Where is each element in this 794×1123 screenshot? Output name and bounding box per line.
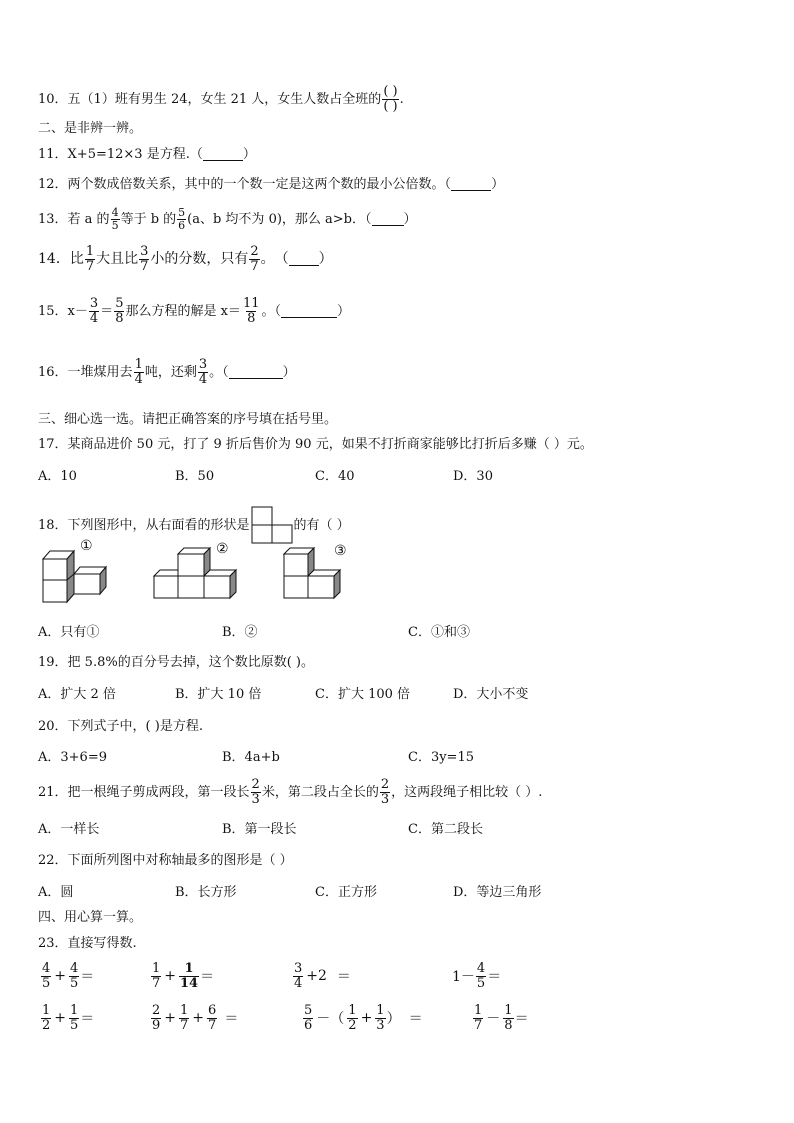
fraction: $\frac{11}{8}$ [242, 296, 260, 326]
option-d[interactable]: D．30 [453, 469, 493, 484]
option-b[interactable]: B．4a+b [222, 750, 280, 765]
option-a[interactable]: A．圆 [38, 885, 74, 900]
question-18: 18．下列图形中，从右面看的形状是 的有（ ） [38, 506, 350, 544]
fraction: $\frac{3}{7}$ [140, 244, 149, 274]
question-21: 21．把一根绳子剪成两段，第一段长 $\frac{2}{3}$ 米，第二段占全长的 $\frac{2}{3}$ ，这两段绳子相比较（ ）. [38, 777, 543, 807]
answer-blank[interactable] [372, 213, 404, 226]
side-view-figure [251, 506, 293, 544]
calc-item: $\frac{1}{2}$ + $\frac{1}{5}$ ＝ [42, 1003, 95, 1033]
question-20: 20．下列式子中，( )是方程. [38, 719, 203, 734]
fraction: $\frac{4}{5}$ [111, 206, 119, 232]
option-b[interactable]: B．② [222, 625, 258, 640]
option-a[interactable]: A．一样长 [38, 822, 100, 837]
question-17: 17．某商品进价 50 元，打了 9 折后售价为 90 元，如果不打折商家能够比打折后多赚（ ）元。 [38, 437, 593, 452]
answer-blank[interactable] [451, 178, 491, 191]
answer-blank[interactable] [229, 366, 283, 379]
fraction: $\frac{2}{7}$ [250, 244, 259, 274]
option-a[interactable]: A．3+6=9 [38, 750, 107, 765]
calc-item: $\frac{3}{4}$ +2 ＝ [294, 961, 351, 991]
fraction: $\frac{1}{7}$ [85, 244, 95, 274]
section-3-heading: 三、细心选一选。请把正确答案的序号填在括号里。 [38, 412, 338, 427]
question-13: 13． 若 a 的 $\frac{4}{5}$ 等于 b 的 $\frac{5}{6}$ (a、b 均不为 0)，那么 a>b．（ ） [38, 206, 417, 232]
fraction: $\frac{1}{4}$ [134, 357, 143, 387]
option-d[interactable]: D．等边三角形 [453, 885, 542, 900]
question-14: 14． 比 $\frac{1}{7}$ 大且比 $\frac{3}{7}$ 小的分数，只有 $\frac{2}{7}$ 。 （ ） [38, 244, 333, 274]
question-22: 22．下面所列图中对称轴最多的图形是（ ） [38, 853, 293, 868]
option-b[interactable]: B．50 [175, 469, 215, 484]
option-a[interactable]: A．10 [38, 469, 77, 484]
calc-item: $\frac{5}{6}$ －（ $\frac{1}{2}$ + $\frac{1}{3}$ ） ＝ [304, 1003, 423, 1033]
answer-blank[interactable] [203, 148, 243, 161]
answer-blank[interactable] [281, 305, 337, 318]
answer-blank[interactable] [289, 253, 319, 266]
fraction: $\frac{3}{4}$ [89, 296, 99, 326]
option-c[interactable]: C．40 [315, 469, 355, 484]
option-a[interactable]: A．扩大 2 倍 [38, 687, 116, 702]
option-b[interactable]: B．长方形 [175, 885, 237, 900]
calc-item: $\frac{1}{7}$ － $\frac{1}{8}$ ＝ [474, 1003, 529, 1033]
question-12: 12． 两个数成倍数关系，其中的一个数一定是这两个数的最小公倍数。（ ） [38, 177, 505, 192]
question-23: 23．直接写得数. [38, 936, 137, 951]
calc-item: $\frac{4}{5}$ + $\frac{4}{5}$ ＝ [42, 961, 95, 991]
option-c[interactable]: C．扩大 100 倍 [315, 687, 411, 702]
option-d[interactable]: D．大小不变 [453, 687, 529, 702]
answer-fraction-blank[interactable]: $\frac{( )}{( )}$ [383, 84, 398, 114]
option-c[interactable]: C．正方形 [315, 885, 377, 900]
section-2-heading: 二、是非辨一辨。 [38, 121, 143, 136]
option-a[interactable]: A．只有① [38, 625, 100, 640]
figure-label-1: ① [80, 538, 93, 554]
question-16: 16． 一堆煤用去 $\frac{1}{4}$ 吨，还剩 $\frac{3}{4}$ 。（ ） [38, 357, 296, 387]
option-b[interactable]: B．第一段长 [222, 822, 297, 837]
question-11: 11． X+5=12×3 是方程.（ ） [38, 147, 256, 162]
option-b[interactable]: B．扩大 10 倍 [175, 687, 262, 702]
fraction: $\frac{3}{4}$ [198, 357, 208, 387]
fraction: $\frac{5}{6}$ [178, 206, 186, 232]
question-19: 19．把 5.8%的百分号去掉，这个数比原数( )。 [38, 655, 314, 670]
option-c[interactable]: C．3y=15 [408, 750, 474, 765]
fraction: $\frac{2}{3}$ [380, 777, 390, 807]
question-10: 10． 五（1）班有男生 24，女生 21 人，女生人数占全班的 $\frac{( )}{( )}$ . [38, 84, 404, 114]
fraction: $\frac{2}{3}$ [251, 777, 260, 807]
section-4-heading: 四、用心算一算。 [38, 910, 143, 925]
question-15: 15． x－ $\frac{3}{4}$ ＝ $\frac{5}{8}$ 那么方程的解是 x＝ $\frac{11}{8}$ 。（ ） [38, 296, 351, 326]
calc-item: $\frac{1}{7}$ + $\frac{1}{14}$ ＝ [152, 961, 215, 991]
fraction: $\frac{5}{8}$ [115, 296, 124, 326]
figure-label-3: ③ [334, 543, 347, 559]
option-c[interactable]: C．第二段长 [408, 822, 483, 837]
option-c[interactable]: C．①和③ [408, 625, 470, 640]
calc-item: 1－ $\frac{4}{5}$ ＝ [452, 961, 502, 991]
calc-item: $\frac{2}{9}$ + $\frac{1}{7}$ + $\frac{6}{7}$ ＝ [152, 1003, 239, 1033]
figure-label-2: ② [216, 541, 229, 557]
cube-figure-1 [40, 542, 115, 604]
